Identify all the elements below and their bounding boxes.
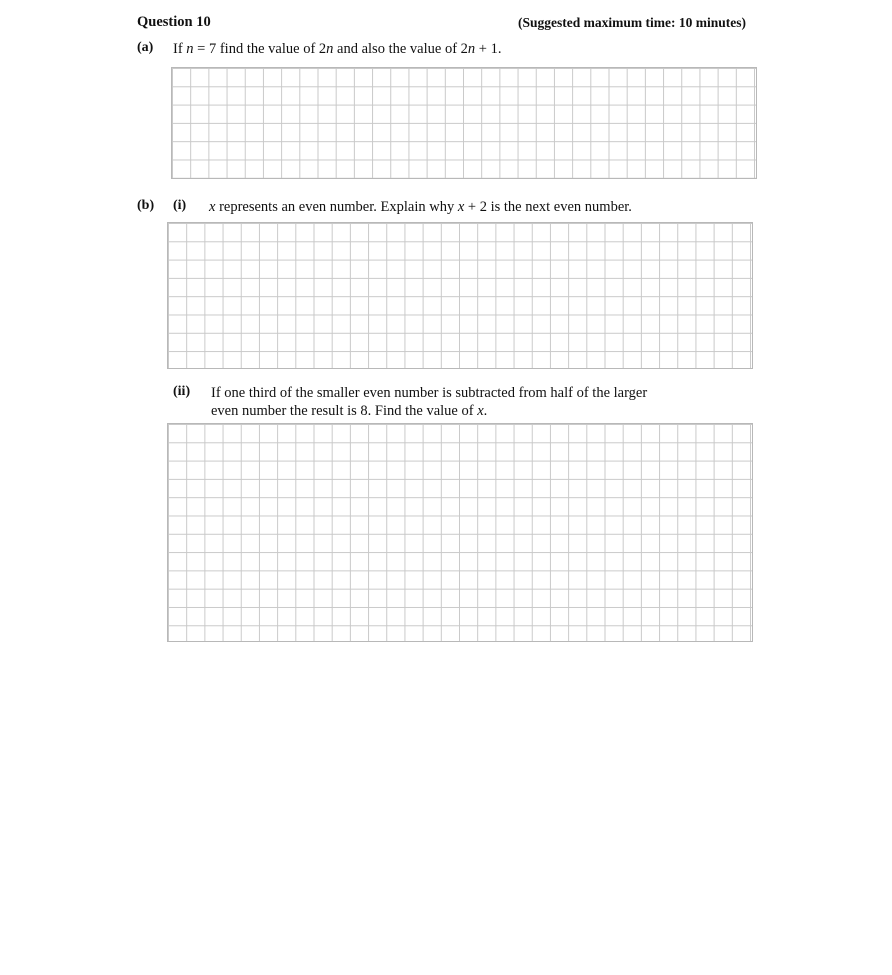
part-b-i-label: (i) (173, 198, 187, 213)
part-b-i-question: x represents an even number. Explain why x + 2 is the next even number. (209, 199, 632, 215)
question-title: Question 10 (137, 14, 211, 30)
part-b-ii-line2: even number the result is 8. Find the value of x. (211, 403, 488, 419)
part-a-question: If n = 7 find the value of 2n and also the value of 2n + 1. (173, 41, 502, 57)
suggested-time-note: (Suggested maximum time: 10 minutes) (518, 15, 746, 30)
part-b-ii-label: (ii) (173, 384, 191, 399)
part-b-ii-question (211, 384, 647, 420)
part-a-label: (a) (137, 40, 154, 55)
answer-grid-b-ii[interactable] (167, 423, 753, 642)
answer-grid-a[interactable] (171, 67, 757, 179)
part-b-ii-line1: If one third of the smaller even number is subtracted from half of the larger (211, 385, 648, 401)
answer-grid-b-i[interactable] (167, 222, 753, 369)
part-b-label: (b) (137, 198, 155, 213)
